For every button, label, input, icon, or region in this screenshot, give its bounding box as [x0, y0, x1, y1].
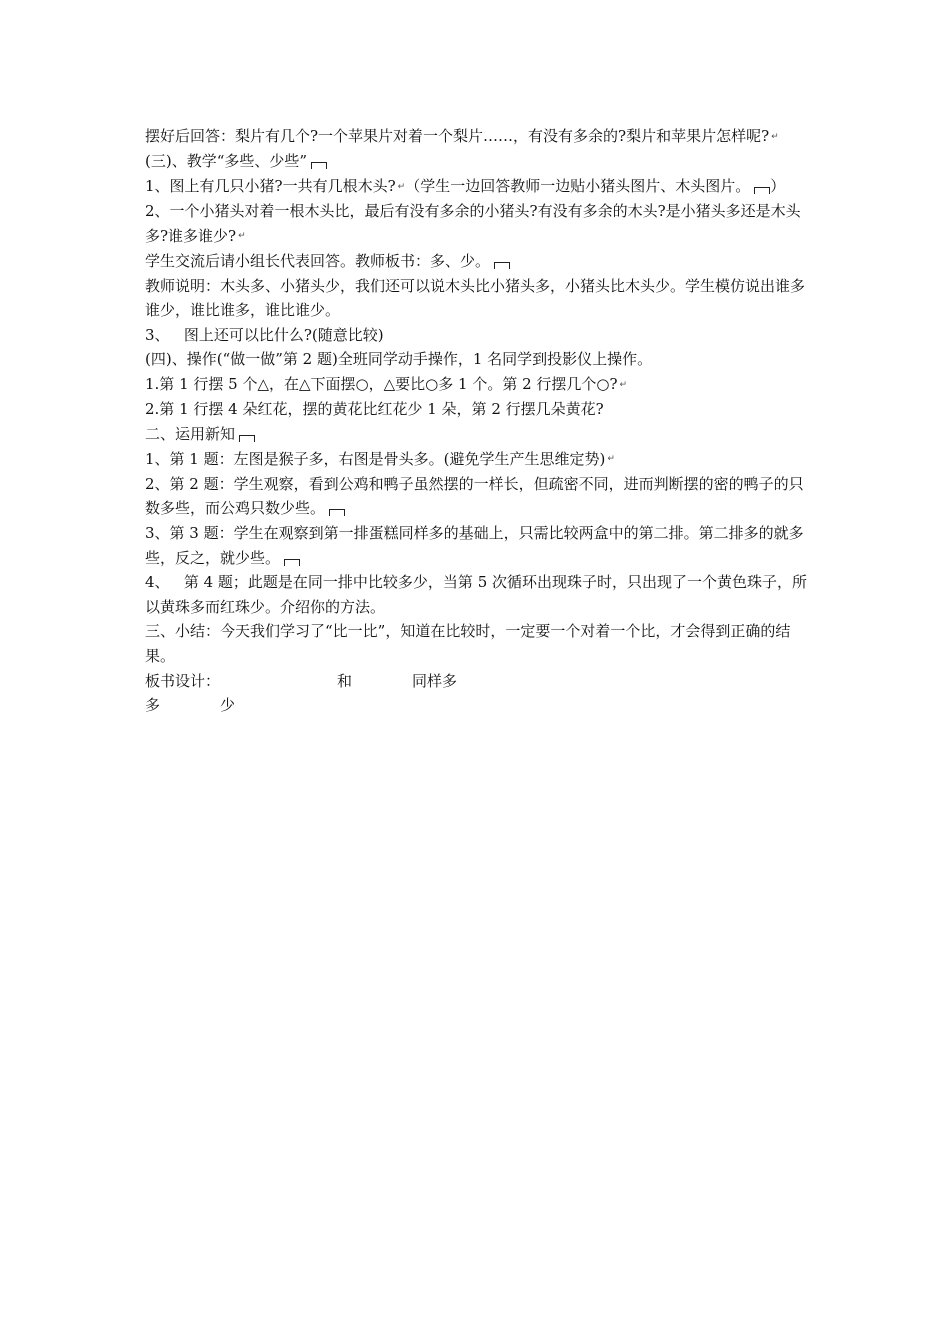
paragraph-7: [145, 323, 817, 348]
paragraph-text: 2、第 2 题：学生观察，看到公鸡和鸭子虽然摆的一样长，但疏密不同，进而判断摆的密的鸭子的只数多些，而公鸡只数少些。: [145, 474, 804, 518]
paragraph-mark-icon: ↵: [397, 181, 406, 192]
paragraph-text: (三)、教学“多些、少些”: [145, 152, 308, 171]
paragraph-text: 1、图上有几只小猪?一共有几根木头?: [145, 176, 396, 195]
paragraph-6: [145, 274, 817, 323]
bracket-mark-icon: [329, 509, 345, 516]
bracket-mark-icon: [494, 262, 510, 269]
paragraph-13: [145, 472, 817, 521]
board-design-row: [145, 669, 817, 694]
paragraph-mark-icon: ↵: [771, 131, 779, 142]
paragraph-text: 二、运用新知: [145, 424, 236, 443]
paragraph-mark-icon: ↵: [607, 454, 615, 465]
section-heading-2: [145, 422, 817, 447]
paragraph-text: 3、 图上还可以比什么?(随意比较): [145, 325, 384, 344]
board-word-less: 少: [220, 696, 236, 715]
paragraph-text: 摆好后回答：梨片有几个?一个苹果片对着一个梨片……，有没有多余的?梨片和苹果片怎样呢?: [145, 127, 770, 145]
section-heading-3: [145, 149, 817, 174]
bracket-mark-icon: [311, 162, 327, 169]
bracket-mark-icon: [284, 559, 300, 566]
paragraph-text: （学生一边回答教师一边贴小猪头图片、木头图片。: [405, 176, 751, 195]
board-word-and: 和: [337, 671, 353, 690]
paragraph-text: 1.第 1 行摆 5 个△，在△下面摆○，△要比○多 1 个。第 2 行摆几个○?: [145, 375, 618, 394]
paragraph-12: [145, 447, 817, 472]
paragraph-mark-icon: ↵: [238, 231, 246, 242]
paragraph-1: [145, 124, 817, 149]
paragraph-5: [145, 249, 817, 274]
paragraph-text: 1、第 1 题：左图是猴子多，右图是骨头多。(避免学生产生思维定势): [145, 449, 606, 468]
paragraph-text: 2.第 1 行摆 4 朵红花，摆的黄花比红花少 1 朵，第 2 行摆几朵黄花?: [145, 400, 604, 419]
paragraph-4: [145, 199, 817, 249]
board-word-more: 多: [145, 696, 161, 715]
paragraph-text: 教师说明：木头多、小猪头少，我们还可以说木头比小猪头多，小猪头比木头少。学生模仿说出谁多谁少，谁比谁多，谁比谁少。: [145, 276, 806, 320]
paragraph-text: 学生交流后请小组长代表回答。教师板书：多、少。: [145, 252, 491, 271]
bracket-mark-icon: [239, 435, 255, 442]
paragraph-10: [145, 397, 817, 422]
document-body: [145, 124, 817, 718]
paragraph-3: [145, 174, 817, 199]
summary-paragraph: [145, 619, 817, 668]
paragraph-9: [145, 372, 817, 397]
board-word-same: 同样多: [412, 671, 458, 690]
paragraph-text: 三、小结：今天我们学习了“比一比”，知道在比较时，一定要一个对着一个比，才会得到正确的结果。: [145, 622, 791, 665]
section-heading-4: [145, 347, 817, 372]
paragraph-14: [145, 521, 817, 570]
board-design-label: 板书设计：: [145, 671, 221, 690]
paragraph-text: ）: [770, 176, 786, 195]
paragraph-15: [145, 570, 817, 619]
board-design-row-2: [145, 693, 817, 718]
paragraph-text: (四)、操作(“做一做”第 2 题)全班同学动手操作，1 名同学到投影仪上操作。: [145, 350, 653, 369]
paragraph-text: 3、第 3 题：学生在观察到第一排蛋糕同样多的基础上，只需比较两盒中的第二排。第二排多的就多些，反之，就少些。: [145, 524, 804, 567]
bracket-mark-icon: [754, 187, 770, 194]
paragraph-text: 2、一个小猪头对着一根木头比，最后有没有多余的小猪头?有没有多余的木头?是小猪头多还是木头多?谁多谁少?: [145, 202, 801, 245]
paragraph-text: 4、 第 4 题；此题是在同一排中比较多少，当第 5 次循环出现珠子时，只出现了一个黄色珠子，所以黄珠多而红珠少。介绍你的方法。: [145, 573, 808, 616]
paragraph-mark-icon: ↵: [619, 379, 628, 390]
